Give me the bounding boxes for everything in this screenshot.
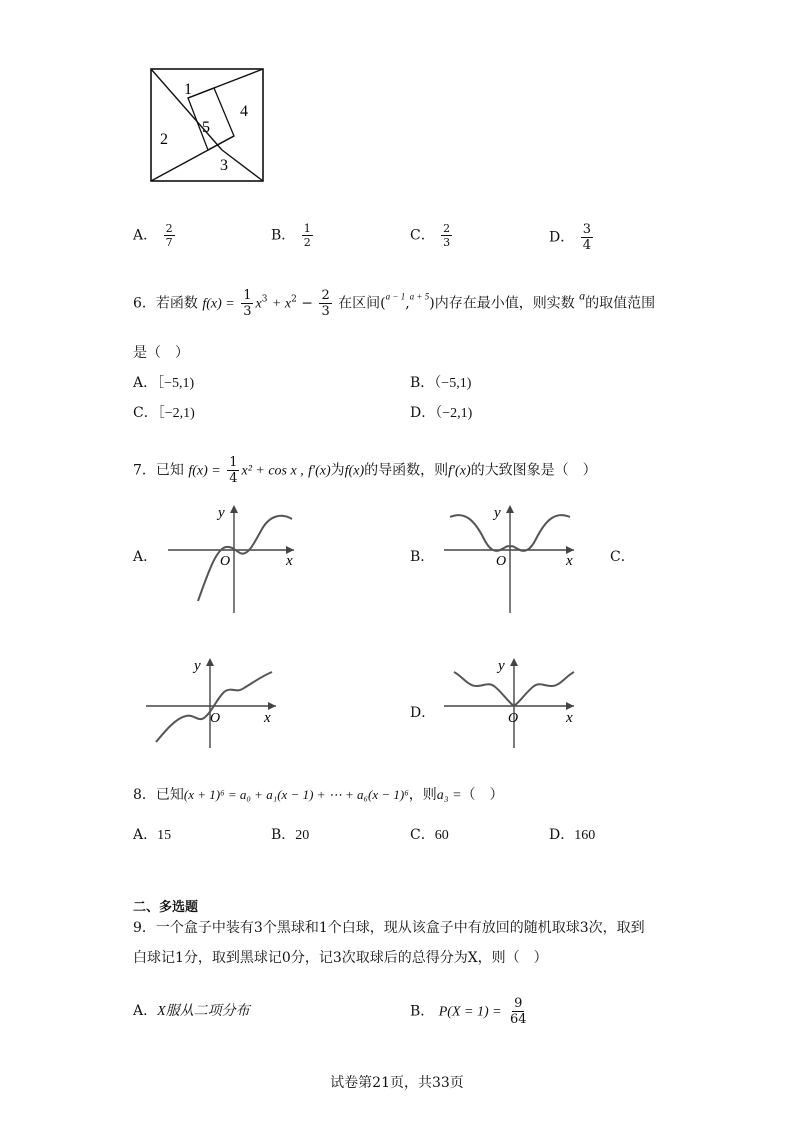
- q7-option-b-label[interactable]: B．: [410, 549, 435, 565]
- q6-option-c[interactable]: C．［−2,1): [133, 405, 195, 421]
- page-footer: 试卷第21页，共33页: [330, 1075, 464, 1091]
- q9-option-a[interactable]: A．X服从二项分布: [133, 1003, 250, 1019]
- q5-option-b[interactable]: B． $\frac{1}{2}$: [271, 222, 311, 249]
- q7-graph-c[interactable]: [146, 656, 280, 748]
- q5-figure: [148, 66, 266, 186]
- q9-stem-line1: 9．一个盒子中装有3个黑球和1个白球，现从该盒子中有放回的随机取球3次，取到: [133, 920, 645, 936]
- q5-option-d[interactable]: D． $\frac{3}{4}$: [549, 222, 591, 253]
- q7b-y-label: y: [494, 505, 501, 521]
- q7-graph-a[interactable]: [168, 503, 298, 613]
- region-label-2: 2: [160, 131, 168, 148]
- q7d-x-label: x: [566, 710, 573, 726]
- q7-graph-d[interactable]: [444, 656, 578, 748]
- q8-option-b[interactable]: B．20: [271, 827, 310, 843]
- q7a-y-label: y: [218, 505, 225, 521]
- q6-stem-line2: 是（ ）: [133, 345, 189, 361]
- q7b-x-label: x: [566, 553, 573, 569]
- q7-option-a-label[interactable]: A．: [133, 549, 158, 565]
- q5-option-a[interactable]: A． $\frac{2}{7}$: [133, 222, 173, 249]
- q7c-origin: O: [210, 711, 221, 726]
- region-label-5: 5: [202, 119, 210, 136]
- q7a-origin: O: [220, 554, 231, 569]
- q7c-y-label: y: [194, 658, 201, 674]
- q9-option-b[interactable]: B． P(X = 1) = $\frac{9}{64}$: [410, 996, 527, 1027]
- q7b-origin: O: [496, 554, 507, 569]
- q6-stem: 6．若函数 f(x) = $\frac{1}{3}$ $x^3 + x^2$ − $\frac{2}{3}$ 在区间($^{a - 1}$,$^{a + 5}$)内存在最小值，则实数 $^a$的取值范围: [133, 288, 656, 319]
- q7d-origin: O: [508, 711, 519, 726]
- section-title: 二、多选题: [133, 900, 199, 915]
- q7d-y-label: y: [498, 658, 505, 674]
- q6-option-b[interactable]: B．（−5,1): [410, 375, 472, 391]
- q7-graph-b[interactable]: [444, 503, 578, 613]
- q5-option-c[interactable]: C． $\frac{2}{3}$: [410, 222, 451, 249]
- q8-option-c[interactable]: C．60: [410, 827, 449, 843]
- q8-stem: 8．已知(x + 1)⁶ = a₀ + a₁(x − 1) + ⋯ + a₆(x − 1)⁶，则a₃ =（ ）: [133, 787, 504, 803]
- q9-stem-line2: 白球记1分，取到黑球记0分，记3次取球后的总得分为X，则（ ）: [133, 950, 548, 966]
- region-label-4: 4: [240, 103, 248, 120]
- q8-option-d[interactable]: D．160: [549, 827, 596, 843]
- q6-option-a[interactable]: A．［−5,1): [133, 375, 195, 391]
- q6-option-d[interactable]: D．（−2,1): [410, 405, 473, 421]
- q7-option-d-label[interactable]: D．: [410, 705, 436, 721]
- region-label-3: 3: [220, 157, 228, 174]
- region-label-1: 1: [184, 81, 192, 98]
- q7-option-c-label[interactable]: C．: [610, 549, 635, 565]
- q7c-x-label: x: [264, 710, 271, 726]
- q7-stem: 7．已知 f(x) = $\frac{1}{4}$ x² + cos x , f′(x)为f(x)的导函数，则f′(x)的大致图象是（ ）: [133, 455, 597, 486]
- q8-option-a[interactable]: A．15: [133, 827, 172, 843]
- q7a-x-label: x: [286, 553, 293, 569]
